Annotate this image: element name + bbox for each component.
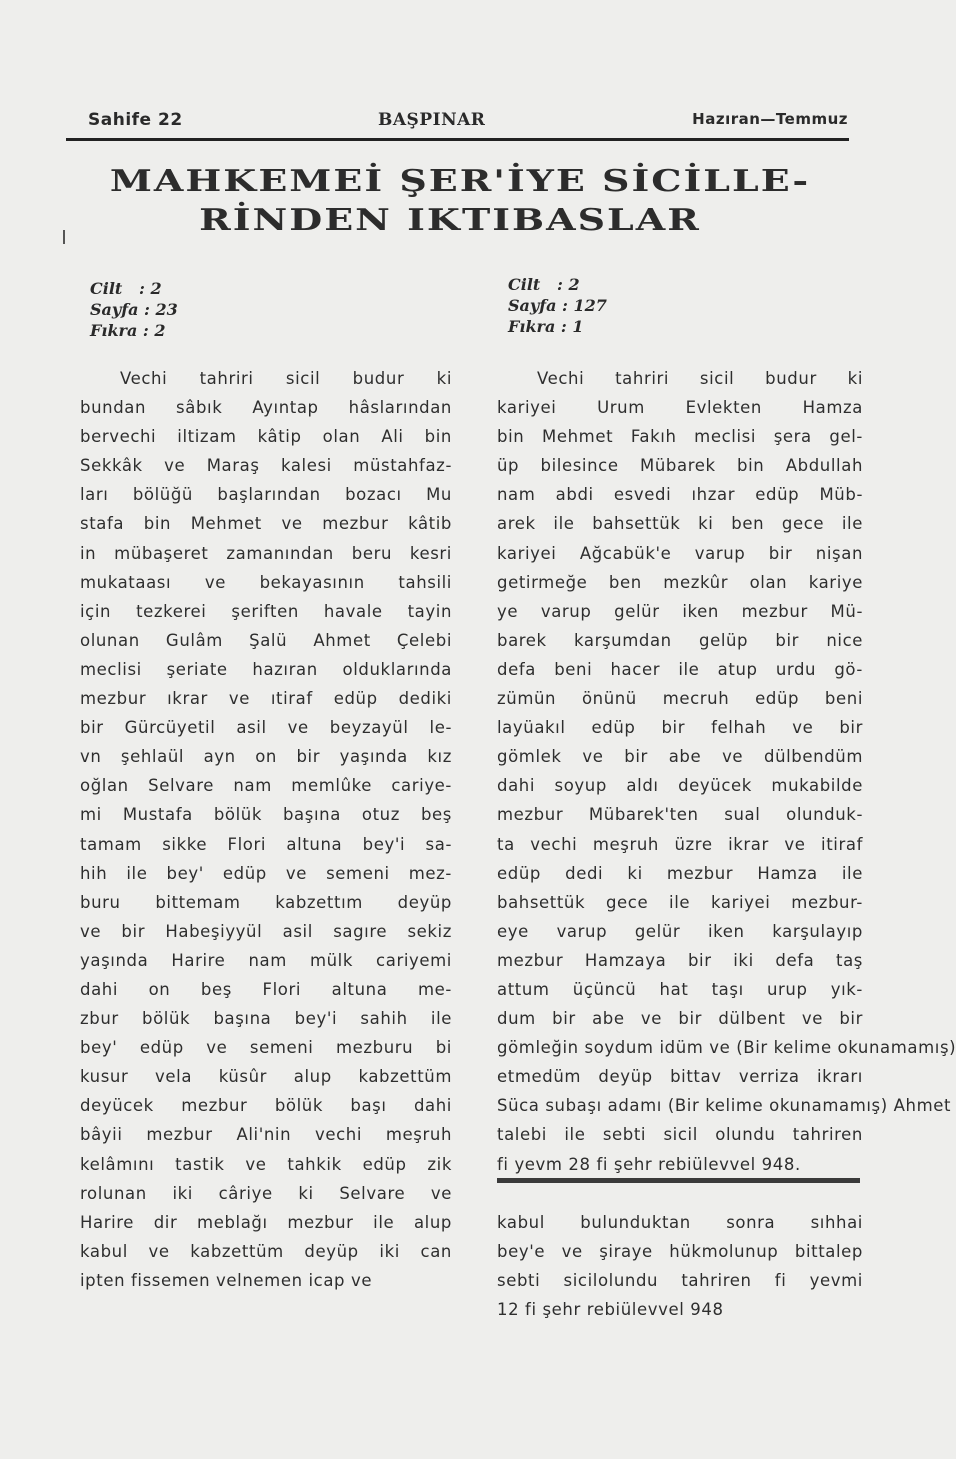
right-column-line: mezbur Hamzaya bir iki defa taş [497,950,863,970]
header-rule [66,138,849,141]
left-column-line: bey' edüp ve semeni mezburu bi [80,1038,452,1058]
right-column-line: defa beni hacer ile atup urdu gö- [497,659,863,679]
left-column-line: ipten fissemen velnemen icap ve [80,1270,373,1290]
left-column-line: ları bölüğü başlarından bozacı Mu [80,485,452,505]
right-column-line: ye varup gelür iken mezbur Mü- [497,601,863,621]
right-column-continuation-line: sebti sicilolundu tahriren fi yevmi [497,1271,863,1291]
right-column-line: kariyei Ağcabük'e varup bir nişan [497,543,863,563]
journal-name: BAŞPINAR [378,110,486,130]
margin-mark [63,230,65,244]
left-column-line: bir Gürcüyetil asil ve beyzayül le- [80,718,452,738]
left-column-line: rolunan iki câriye ki Selvare ve [80,1183,452,1203]
right-column-line: kariyei Urum Evlekten Hamza [497,398,863,418]
left-column-line: kusur vela küsûr alup kabzettüm [80,1067,452,1087]
left-column-line: mezbur ıkrar ve ıtiraf edüp dediki [80,689,452,709]
right-column-continuation [497,1208,863,1324]
left-column-line: hih ile bey' edüp ve semeni mez- [80,863,452,883]
article-title-line-1: MAHKEMEİ ŞER'İYE SİCİLLE- [109,162,811,199]
left-column-line: kabul ve kabzettüm deyüp iki can [80,1241,452,1261]
right-column-line: edüp dedi ki mezbur Hamza ile [497,863,863,883]
right-column-line: üp bilesince Mübarek bin Abdullah [497,456,863,476]
right-column-line: eye varup gelür iken karşulayıp [497,921,863,941]
left-column-line: buru bittemam kabzettım deyüp [80,892,452,912]
right-column-line: mezbur Mübarek'ten sual olunduk- [497,805,863,825]
left-column-line: zbur bölük başına bey'i sahih ile [80,1009,452,1029]
right-column-line: dum bir abe ve bir dülbent ve bir [497,1009,863,1029]
left-column-line: Vechi tahriri sicil budur ki [120,369,452,388]
left-column-line: mukataası ve bekayasının tahsili [80,572,452,592]
article-title-line-2: RİNDEN IKTIBASLAR [199,201,701,238]
right-column-line: bahsettük gece ile kariyei mezbur- [497,892,863,912]
right-column-line: attum üçüncü hat taşı urup yık- [497,979,863,999]
left-column-line: mi Mustafa bölük başına otuz beş [80,805,452,825]
record-meta-line: Fıkra : 1 [508,317,584,336]
left-column-line: tamam sikke Flori altuna bey'i sa- [80,834,452,854]
right-column-line: nam abdi esvedi ıhzar edüp Müb- [497,485,863,505]
right-record-meta [508,274,607,337]
right-column-continuation-line: kabul bulunduktan sonra sıhhai [497,1213,863,1232]
right-column-line: zümün önünü mecruh edüp beni [497,689,863,709]
left-column-line: stafa bin Mehmet ve mezbur kâtib [80,514,452,534]
left-column-line: Sekkâk ve Maraş kalesi müstahfaz- [80,456,452,476]
right-column-line: gömlek ve bir abe ve dülbendüm [497,747,863,767]
right-column-line: arek ile bahsettük ki ben gece ile [497,514,863,534]
right-column-line: gömleğin soydum idüm ve (Bir kelime okunamamış) [497,1038,956,1058]
page-number: Sahife 22 [88,110,183,130]
left-column-line: ve bir Habeşiyyül asil sagıre sekiz [80,921,452,941]
left-column-line: bâyii mezbur Ali'nin vechi meşruh [80,1125,452,1145]
right-column-line: getirmeğe ben mezkûr olan kariye [497,572,863,592]
left-column-line: meclisi şeriate hazıran olduklarında [80,659,452,679]
left-column-line: olunan Gulâm Şalü Ahmet Çelebi [80,630,452,650]
record-meta-line: Cilt : 2 [90,279,162,298]
issue-date: Hazıran—Temmuz [692,110,848,128]
left-column-line: için tezkerei şeriften havale tayin [80,601,452,621]
left-record-meta [90,278,178,341]
record-meta-line: Fıkra : 2 [90,321,166,340]
left-column-line: kelâmını tastik ve tahkik edüp zik [80,1154,452,1174]
column-separator-rule [497,1178,860,1183]
right-column-line: Süca subaşı adamı (Bir kelime okunamamış) Ahmet [497,1096,952,1116]
right-column-line: fi yevm 28 fi şehr rebiülevvel 948. [497,1154,801,1174]
right-column-line: barek karşumdan gelüp bir nice [497,630,863,650]
right-column-line: etmedüm deyüp bittav verriza ikrarı [497,1067,863,1087]
left-column-line: Harire dir meblağı mezbur ile alup [80,1212,452,1232]
left-column-line: dahi on beş Flori altuna me- [80,979,452,999]
right-column-line: talebi ile sebti sicil olundu tahriren [497,1125,863,1145]
left-column-line: vn şehlaül ayn on bir yaşında kız [80,747,452,767]
left-column-line: bervechi iltizam kâtip olan Ali bin [80,427,452,447]
left-column-line: deyücek mezbur bölük başı dahi [80,1096,452,1116]
right-column-line: Vechi tahriri sicil budur ki [537,369,863,388]
right-column-continuation-line: 12 fi şehr rebiülevvel 948 [497,1300,724,1320]
left-column-line: oğlan Selvare nam memlûke cariye- [80,776,452,796]
left-column-line: yaşında Harire nam mülk cariyemi [80,950,452,970]
left-column-line: bundan sâbık Ayıntap hâslarından [80,398,452,418]
right-column-line: ta vechi meşruh üzre ikrar ve itiraf [497,834,863,854]
page-header [88,110,848,136]
record-meta-line: Sayfa : 127 [508,296,607,315]
right-column-line: layüakıl edüp bir felhah ve bir [497,718,863,738]
right-column-line: dahi soyup aldı deyücek mukabilde [497,776,863,796]
right-column-text [497,364,956,1179]
left-column-line: in mübaşeret zamanından beru kesri [80,543,452,563]
left-column-text [80,364,452,1295]
right-column-line: bin Mehmet Fakıh meclisi şera gel- [497,427,863,447]
record-meta-line: Sayfa : 23 [90,300,178,319]
right-column-continuation-line: bey'e ve şiraye hükmolunup bittalep [497,1242,863,1262]
record-meta-line: Cilt : 2 [508,275,580,294]
